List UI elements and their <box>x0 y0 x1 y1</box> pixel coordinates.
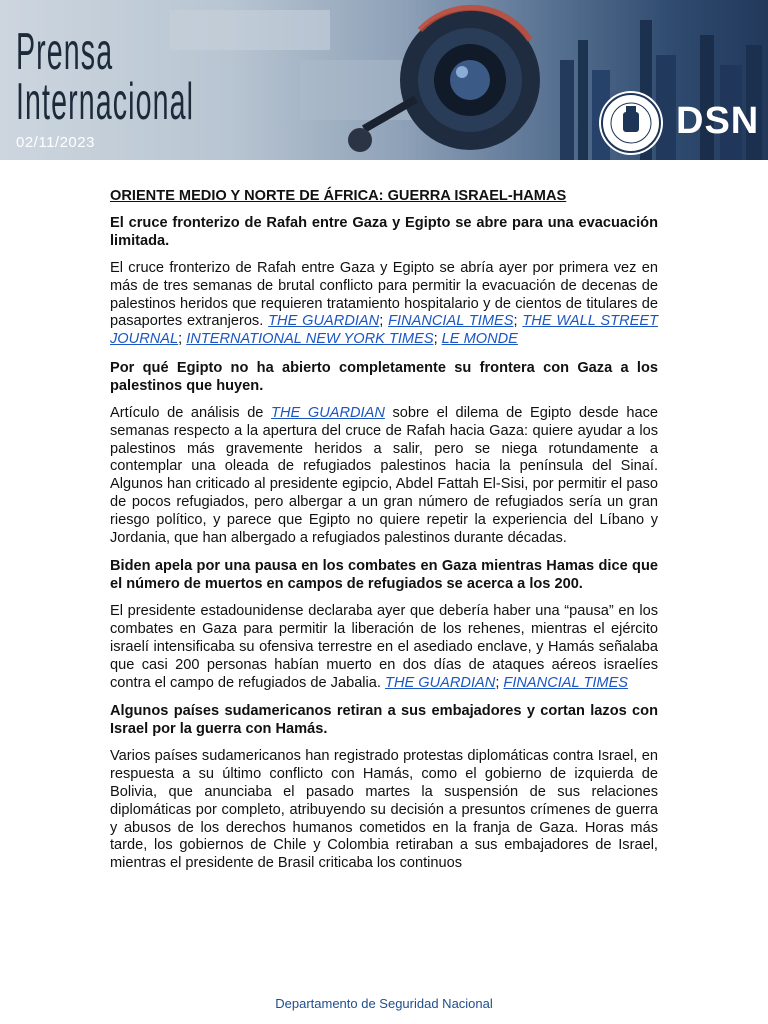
article-headline: Algunos países sudamericanos retiran a sus embajadores y cortan lazos con Israel por la guerra con Hamás. <box>110 703 658 738</box>
article-text: Artículo de análisis de <box>110 404 264 421</box>
article-text: Varios países sudamericanos han registrado protestas diplomáticas contra Israel, en respuesta a su último conflicto con Hamás, como el gobierno de izquierda de Bolivia, que anunciaba el pasado martes la suspensión de sus relaciones diplomáticas por completo, atribuyendo su decisión a presuntos crímenes de guerra y abusos de los derechos humanos cometidos en la franja de Gaza. Horas más tarde, los gobiernos de Chile y Colombia retiraban a sus embajadores de Israel, mientras el presidente de Brasil criticaba los continuos <box>110 748 658 872</box>
source-link[interactable]: THE GUARDIAN <box>385 674 496 691</box>
issue-date: 02/11/2023 <box>16 134 95 151</box>
dsn-logo: DSN <box>676 100 760 142</box>
article-headline: El cruce fronterizo de Rafah entre Gaza y Egipto se abre para una evacuación limitada. <box>110 215 658 249</box>
article-body <box>110 748 658 873</box>
brand-title-line1: Prensa <box>16 23 114 81</box>
section-title: ORIENTE MEDIO Y NORTE DE ÁFRICA: GUERRA ISRAEL-HAMAS <box>110 188 567 204</box>
report-content <box>110 188 658 883</box>
article-text: sobre el dilema de Egipto desde hace semanas respecto a la apertura del cruce de Rafah hacia Gaza: quiere ayudar a los palestinos más gravemente heridos a salir, pero se niega rotundamente a contemplar una oleada de refugiados palestinos hacia la península del Sinaí. Algunos han criticado al presidente egipcio, Abdel Fattah El-Sisi, por permitir el paso de pocos refugiados, pero albergar a un gran número de refugiados sería un gran riesgo político, y parece que Egipto no quiere repetir la experiencia del Líbano y Jordania, que han albergado a refugiados palestinos durante décadas. <box>110 404 658 546</box>
source-link[interactable]: THE GUARDIAN <box>271 404 385 421</box>
brand-title-line2: Internacional <box>16 73 195 131</box>
article-text: El cruce fronterizo de Rafah entre Gaza y Egipto se abría ayer por primera vez en más de tres semanas de brutal conflicto para permitir la evacuación de decenas de palestinos heridos que requieren tratamiento hospitalario y de cientos de titulares de pasaportes extranjeros. <box>110 260 658 330</box>
source-link[interactable]: FINANCIAL TIMES <box>503 674 629 691</box>
page-footer: Departamento de Seguridad Nacional <box>275 996 493 1011</box>
article-body: El cruce fronterizo de Rafah entre Gaza y Egipto se abría ayer por primera vez en más de tres semanas de brutal conflicto para permitir la evacuación de decenas de palestinos heridos que requieren tratamiento hospitalario y de cientos de titulares de pasaportes extranjeros. THE GUARDIAN; FINANCIAL TIMES; THE WALL STREET JOURNAL; INTERNATIONAL NEW YORK TIMES; LE MONDE <box>110 260 659 348</box>
source-link[interactable]: THE GUARDIAN <box>268 313 380 330</box>
header-banner <box>0 0 768 160</box>
source-link[interactable]: FINANCIAL TIMES <box>388 313 514 330</box>
article-headline: Por qué Egipto no ha abierto completamente su frontera con Gaza a los palestinos que huyen. <box>110 359 658 394</box>
source-link[interactable]: THE WALL STREET JOURNAL <box>110 313 659 348</box>
article-body: El presidente estadounidense declaraba ayer que debería haber una “pausa” en los combates en Gaza para permitir la liberación de los rehenes, mientras el ejército israelí intensificaba su ofensiva terrestre en el asediado enclave, y Hamás señalaba que casi 200 personas habían muerto en dos días de ataques aéreos israelíes contra el campo de refugiados de Jabalia. THE GUARDIAN; FINANCIAL TIMES <box>110 603 658 691</box>
article-text: El presidente estadounidense declaraba ayer que debería haber una “pausa” en los combates en Gaza para permitir la liberación de los rehenes, mientras el ejército israelí intensificaba su ofensiva terrestre en el asediado enclave, y Hamás señalaba que casi 200 personas habían muerto en dos días de ataques aéreos israelíes contra el campo de refugiados de Jabalia. <box>110 603 658 691</box>
government-seal-icon <box>598 90 664 156</box>
article-headline: Biden apela por una pausa en los combates en Gaza mientras Hamas dice que el número de muertos en campos de refugiados se acerca a los 200. <box>110 558 658 593</box>
source-link[interactable]: LE MONDE <box>441 331 518 348</box>
article-body <box>110 405 658 547</box>
source-link[interactable]: INTERNATIONAL NEW YORK TIMES <box>186 331 434 348</box>
